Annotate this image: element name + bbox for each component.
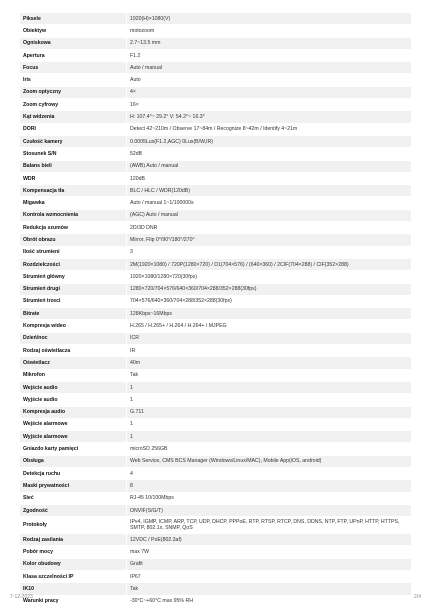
spec-label: Pobór mocy: [20, 546, 127, 558]
spec-row: [20, 332, 412, 344]
spec-row: [20, 271, 412, 283]
spec-row: [20, 197, 412, 209]
spec-value: Auto: [127, 74, 412, 86]
page-footer: [10, 594, 421, 604]
spec-label: Dzień/noc: [20, 332, 127, 344]
spec-value: 2D/3D DNR: [127, 222, 412, 234]
spec-label: Balans bieli: [20, 160, 127, 172]
spec-row: [20, 135, 412, 147]
spec-value: 1: [127, 418, 412, 430]
spec-label: Kąt widzenia: [20, 111, 127, 123]
spec-row: [20, 49, 412, 61]
spec-row: [20, 222, 412, 234]
spec-label: Rodzaj oświetlacza: [20, 345, 127, 357]
spec-value: 704×576/640×360/704×288/352×288(30fps): [127, 295, 412, 307]
spec-value: 2M(1920×1080) / 720P(1280×720) / D1(704×576) / (640×360) / 2CIF(704×288) / CIF(352×288): [127, 258, 412, 270]
spec-row: [20, 455, 412, 467]
spec-value: 1280×720/704×576/640×360/704×288/352×288(30fps): [127, 283, 412, 295]
spec-row: [20, 357, 412, 369]
spec-row: [20, 381, 412, 393]
spec-label: Obsługa: [20, 455, 127, 467]
footer-date: 7-12-2023: [10, 594, 33, 600]
spec-row: [20, 37, 412, 49]
spec-row: [20, 320, 412, 332]
spec-value: H: 107.4°~ 29.2° V: 54.2°~ 16.3°: [127, 111, 412, 123]
spec-label: Obiektyw: [20, 25, 127, 37]
spec-row: [20, 185, 412, 197]
spec-label: Czułość kamery: [20, 135, 127, 147]
spec-label: Strumień główny: [20, 271, 127, 283]
spec-value: 128Kbps~16Mbps: [127, 308, 412, 320]
spec-value: 120dB: [127, 172, 412, 184]
spec-label: Klasa szczelności IP: [20, 571, 127, 583]
spec-row: [20, 345, 412, 357]
spec-label: Gniazdo karty pamięci: [20, 443, 127, 455]
spec-label: DORI: [20, 123, 127, 135]
spec-label: Rodzaj zasilania: [20, 534, 127, 546]
spec-label: Detekcja ruchu: [20, 467, 127, 479]
spec-value: (AGC) Auto / manual: [127, 209, 412, 221]
spec-row: [20, 504, 412, 516]
spec-value: (AWB) Auto / manual: [127, 160, 412, 172]
spec-row: [20, 492, 412, 504]
spec-label: Piksele: [20, 13, 127, 25]
spec-row: [20, 394, 412, 406]
spec-label: Sieć: [20, 492, 127, 504]
spec-label: Strumień drugi: [20, 283, 127, 295]
spec-value: Detect 42~210m / Observe 17~84m / Recognize 8~42m / Identify 4~21m: [127, 123, 412, 135]
spec-row: [20, 308, 412, 320]
spec-value: 40m: [127, 357, 412, 369]
spec-label: Redukcja szumów: [20, 222, 127, 234]
spec-row: [20, 258, 412, 270]
spec-value: 0.0005Lux(F1.2,AGC) 0Lux(B/W,IR): [127, 135, 412, 147]
spec-label: Wyjście audio: [20, 394, 127, 406]
spec-label: Iris: [20, 74, 127, 86]
spec-row: [20, 123, 412, 135]
spec-row: [20, 431, 412, 443]
spec-label: Zgodność: [20, 504, 127, 516]
spec-value: 12VDC / PoE(802.3af): [127, 534, 412, 546]
spec-value: microSD 256GB: [127, 443, 412, 455]
spec-value: Auto / manual: [127, 62, 412, 74]
spec-label: WDR: [20, 172, 127, 184]
spec-value: 4×: [127, 86, 412, 98]
spec-table: [19, 12, 412, 608]
spec-label: Obrót obrazu: [20, 234, 127, 246]
spec-value: 16×: [127, 99, 412, 111]
spec-label: Kompresja audio: [20, 406, 127, 418]
spec-row: [20, 443, 412, 455]
spec-value: G.711: [127, 406, 412, 418]
spec-value: -30°C~+60°C max 95% RH: [127, 595, 412, 607]
spec-label: Protokoły: [20, 517, 127, 534]
spec-label: Kompensacja tła: [20, 185, 127, 197]
spec-row: [20, 369, 412, 381]
spec-label: Migawka: [20, 197, 127, 209]
spec-value: Grafit: [127, 558, 412, 570]
spec-label: Zoom cyfrowy: [20, 99, 127, 111]
spec-value: Tak: [127, 583, 412, 595]
spec-value: 3: [127, 246, 412, 258]
spec-row: [20, 172, 412, 184]
spec-row: [20, 406, 412, 418]
spec-row: [20, 74, 412, 86]
spec-row: [20, 517, 412, 534]
spec-value: F1.2: [127, 49, 412, 61]
spec-row: [20, 283, 412, 295]
spec-row: [20, 13, 412, 25]
spec-row: [20, 209, 412, 221]
spec-label: Bitrate: [20, 308, 127, 320]
spec-value: 4: [127, 467, 412, 479]
spec-label: Stosunek S/N: [20, 148, 127, 160]
spec-label: Maski prywatności: [20, 480, 127, 492]
spec-value: RJ-45 10/100Mbps: [127, 492, 412, 504]
spec-row: [20, 418, 412, 430]
spec-value: 1: [127, 394, 412, 406]
spec-label: Kontrola wzmocnienia: [20, 209, 127, 221]
spec-row: [20, 234, 412, 246]
spec-row: [20, 160, 412, 172]
spec-row: [20, 558, 412, 570]
spec-value: 2.7~13.5 mm: [127, 37, 412, 49]
spec-row: [20, 467, 412, 479]
spec-table-body: [20, 13, 412, 608]
spec-row: [20, 148, 412, 160]
spec-row: [20, 99, 412, 111]
spec-row: [20, 534, 412, 546]
spec-value: Tak: [127, 369, 412, 381]
spec-value: 1920(H)×1080(V): [127, 13, 412, 25]
spec-value: Web Service, CMS BCS Manager (Windows/Linux/MAC), Mobile App(iOS, android): [127, 455, 412, 467]
spec-label: Mikrofon: [20, 369, 127, 381]
spec-row: [20, 246, 412, 258]
spec-label: Zoom optyczny: [20, 86, 127, 98]
spec-value: IR: [127, 345, 412, 357]
spec-label: Wejście audio: [20, 381, 127, 393]
spec-row: [20, 62, 412, 74]
spec-value: ONVIF(S/G/T): [127, 504, 412, 516]
spec-value: IPv4, IGMP, ICMP, ARP, TCP, UDP, DHCP, PPPoE, RTP, RTSP, RTCP, DNS, DDNS, NTP, FTP, UPnP, HTTP, HTTPS, SMTP, 802.1x, SNMP, QoS: [127, 517, 412, 534]
spec-label: Oświetlacz: [20, 357, 127, 369]
spec-value: 52dB: [127, 148, 412, 160]
spec-value: Mirror, Flip 0°/90°/180°/270°: [127, 234, 412, 246]
spec-label: IK10: [20, 583, 127, 595]
spec-row: [20, 86, 412, 98]
spec-label: Focus: [20, 62, 127, 74]
spec-row: [20, 25, 412, 37]
spec-label: Kolor obudowy: [20, 558, 127, 570]
spec-label: Warunki pracy: [20, 595, 127, 607]
spec-label: Ilość strumieni: [20, 246, 127, 258]
footer-page-number: 2/4: [414, 594, 421, 600]
spec-row: [20, 546, 412, 558]
spec-value: BLC / HLC / WDR(120dB): [127, 185, 412, 197]
spec-label: Wejście alarmowe: [20, 418, 127, 430]
spec-label: Rozdzielczości: [20, 258, 127, 270]
spec-value: IP67: [127, 571, 412, 583]
spec-row: [20, 295, 412, 307]
spec-value: max 7W: [127, 546, 412, 558]
spec-value: 1920×1080/1280×720(30fps): [127, 271, 412, 283]
spec-row: [20, 480, 412, 492]
spec-label: Kompresja wideo: [20, 320, 127, 332]
spec-value: 1: [127, 381, 412, 393]
spec-value: motozoom: [127, 25, 412, 37]
spec-value: Auto / manual 1~1/100000s: [127, 197, 412, 209]
spec-label: Apertura: [20, 49, 127, 61]
spec-label: Ogniskowa: [20, 37, 127, 49]
spec-row: [20, 111, 412, 123]
spec-label: Strumień trzeci: [20, 295, 127, 307]
spec-value: 8: [127, 480, 412, 492]
spec-value: ICR: [127, 332, 412, 344]
spec-row: [20, 571, 412, 583]
spec-value: 1: [127, 431, 412, 443]
spec-label: Wyjście alarmowe: [20, 431, 127, 443]
spec-value: H.265 / H.265+ / H.264 / H.264+ / MJPEG: [127, 320, 412, 332]
